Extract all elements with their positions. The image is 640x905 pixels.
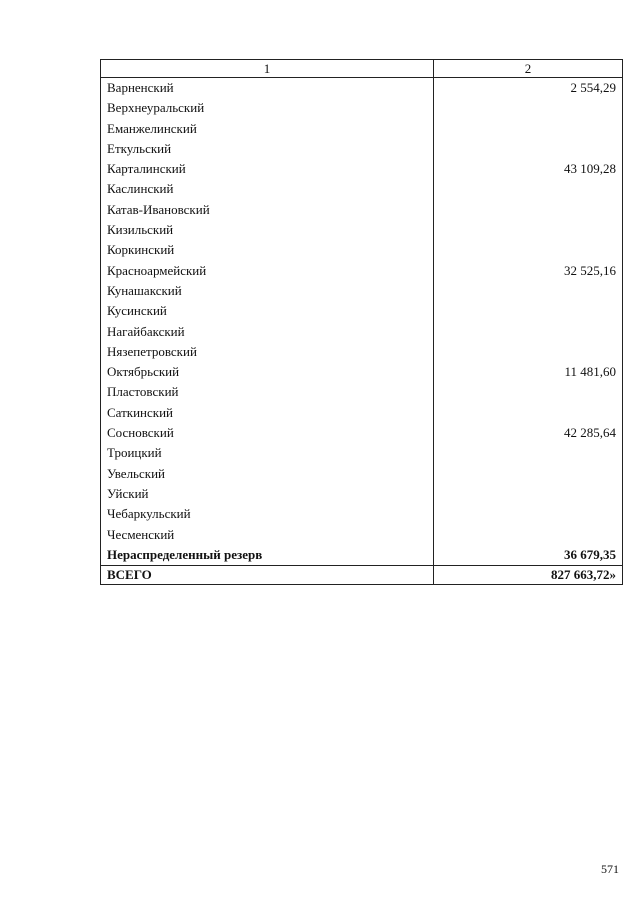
table-row <box>101 525 623 545</box>
district-value <box>434 504 623 524</box>
district-value <box>434 200 623 220</box>
district-value <box>434 403 623 423</box>
district-name: Уйский <box>101 484 434 504</box>
table-row <box>101 362 623 382</box>
table-row <box>101 159 623 179</box>
district-value <box>434 119 623 139</box>
district-name: Еманжелинский <box>101 119 434 139</box>
table-row <box>101 281 623 301</box>
district-name: Троицкий <box>101 443 434 463</box>
district-name: Каслинский <box>101 179 434 199</box>
table-row <box>101 464 623 484</box>
table-row <box>101 403 623 423</box>
district-name: Октябрьский <box>101 362 434 382</box>
district-value <box>434 240 623 260</box>
district-name: Коркинский <box>101 240 434 260</box>
district-name: Кунашакский <box>101 281 434 301</box>
page-number: 571 <box>601 862 619 876</box>
district-value <box>434 342 623 362</box>
district-name: Красноармейский <box>101 261 434 281</box>
reserve-value: 36 679,35 <box>434 545 623 566</box>
table-row <box>101 98 623 118</box>
district-value: 11 481,60 <box>434 362 623 382</box>
total-value: 827 663,72» <box>434 566 623 585</box>
total-row <box>101 566 623 585</box>
district-value <box>434 525 623 545</box>
district-value <box>434 281 623 301</box>
district-value <box>434 301 623 321</box>
district-name: Карталинский <box>101 159 434 179</box>
district-name: Кизильский <box>101 220 434 240</box>
district-value: 32 525,16 <box>434 261 623 281</box>
table-row <box>101 443 623 463</box>
total-label: ВСЕГО <box>101 566 434 585</box>
table-row <box>101 484 623 504</box>
table-row <box>101 139 623 159</box>
table-row <box>101 200 623 220</box>
table-row <box>101 220 623 240</box>
district-name: Чесменский <box>101 525 434 545</box>
district-value <box>434 443 623 463</box>
district-name: Верхнеуральский <box>101 98 434 118</box>
district-name: Варненский <box>101 78 434 99</box>
table-row <box>101 240 623 260</box>
district-value <box>434 484 623 504</box>
table-row <box>101 78 623 99</box>
district-value <box>434 139 623 159</box>
table-header-row <box>101 60 623 78</box>
table-row <box>101 423 623 443</box>
district-name: Пластовский <box>101 382 434 402</box>
district-value: 42 285,64 <box>434 423 623 443</box>
district-name: Сосновский <box>101 423 434 443</box>
district-name: Катав-Ивановский <box>101 200 434 220</box>
allocation-table <box>100 59 623 585</box>
district-name: Саткинский <box>101 403 434 423</box>
column-header-1: 1 <box>101 60 434 78</box>
district-value: 43 109,28 <box>434 159 623 179</box>
district-name: Нагайбакский <box>101 322 434 342</box>
district-value <box>434 322 623 342</box>
district-value <box>434 98 623 118</box>
table-row <box>101 261 623 281</box>
district-name: Еткульский <box>101 139 434 159</box>
table-row <box>101 179 623 199</box>
reserve-row <box>101 545 623 566</box>
table-row <box>101 301 623 321</box>
district-value <box>434 464 623 484</box>
district-value: 2 554,29 <box>434 78 623 99</box>
district-value <box>434 220 623 240</box>
district-name: Чебаркульский <box>101 504 434 524</box>
table-row <box>101 342 623 362</box>
district-name: Нязепетровский <box>101 342 434 362</box>
column-header-2: 2 <box>434 60 623 78</box>
table-row <box>101 382 623 402</box>
reserve-label: Нераспределенный резерв <box>101 545 434 566</box>
table-row <box>101 322 623 342</box>
table-row <box>101 504 623 524</box>
district-name: Кусинский <box>101 301 434 321</box>
district-value <box>434 382 623 402</box>
district-value <box>434 179 623 199</box>
table-row <box>101 119 623 139</box>
district-name: Увельский <box>101 464 434 484</box>
